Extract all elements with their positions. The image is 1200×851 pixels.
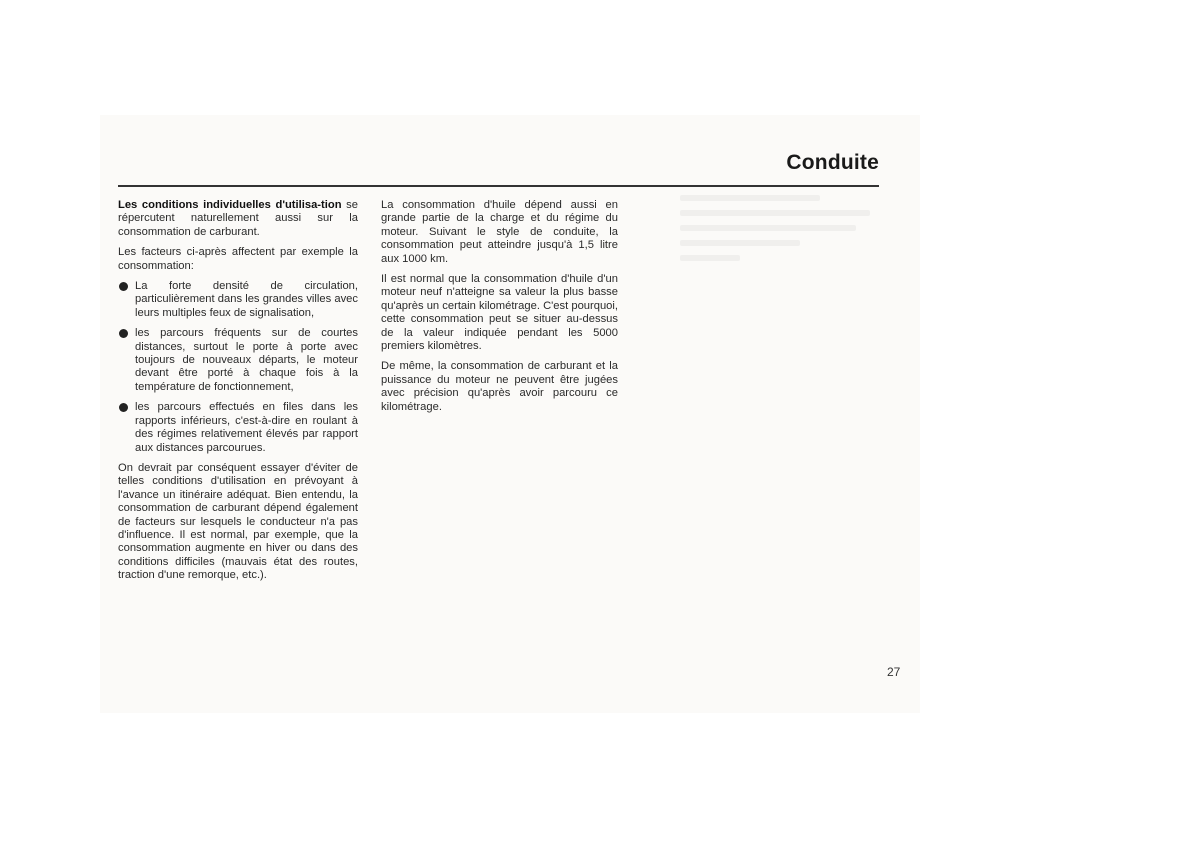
conclusion-paragraph: On devrait par conséquent essayer d'éviter de telles conditions d'utilisation en prévoyant à l'avance un itinéraire adéquat. Bien entendu, la consommation de carburant dépend également de facteurs sur lesquels le conducteur n'a pas d'influence. Il est normal, par exemple, que la consommation augmente en hiver ou dans des conditions difficiles (mauvais état des routes, traction d'une remorque, etc.). xyxy=(118,461,358,582)
left-column xyxy=(118,199,358,590)
lead-paragraph xyxy=(118,199,358,239)
fuel-power-paragraph: De même, la consommation de carburant et la puissance du moteur ne peuvent être jugées avec précision qu'après avoir parcouru ce kilométrage. xyxy=(381,360,618,413)
lead-rest-text: se répercutent naturellement aussi sur la consommation de carburant. xyxy=(118,199,358,238)
new-engine-paragraph: Il est normal que la consommation d'huile d'un moteur neuf n'atteigne sa valeur la plus basse qu'après un certain kilométrage. C'est pourquoi, cette consommation peut se situer au-dessus de la valeur indiquée pendant les 5000 premiers kilomètres. xyxy=(381,273,618,353)
bullet-icon xyxy=(119,329,128,338)
list-item xyxy=(118,280,358,320)
page-title: Conduite xyxy=(786,151,879,174)
bullet-icon xyxy=(119,403,128,412)
list-item xyxy=(118,327,358,394)
oil-consumption-paragraph: La consommation d'huile dépend aussi en grande partie de la charge et du régime du moteur. Suivant le style de conduite, la consommation peut atteindre jusqu'à 1,5 litre aux 1000 km. xyxy=(381,199,618,265)
factor-list xyxy=(118,280,358,455)
page-number: 27 xyxy=(887,665,901,679)
list-item-text: les parcours effectués en files dans les rapports inférieurs, c'est-à-dire en roulant à des régimes relativement élevés par rapport aux distances parcourues. xyxy=(135,401,358,454)
bullet-icon xyxy=(119,282,128,291)
list-item-text: La forte densité de circulation, particulièrement dans les grandes villes avec leurs multiples feux de signalisation, xyxy=(135,280,358,319)
list-item-text: les parcours fréquents sur de courtes distances, surtout le porte à porte avec toujours de nouveaux départs, le moteur devant être porté à chaque fois à la température de fonctionnement, xyxy=(135,327,358,393)
intro-paragraph: Les facteurs ci-après affectent par exemple la consommation: xyxy=(118,246,358,272)
lead-bold-text: Les conditions individuelles d'utilisa-tion xyxy=(118,199,342,211)
middle-column xyxy=(381,199,618,421)
bleed-through-shadow xyxy=(680,195,880,425)
header-divider xyxy=(118,185,879,187)
list-item xyxy=(118,401,358,455)
